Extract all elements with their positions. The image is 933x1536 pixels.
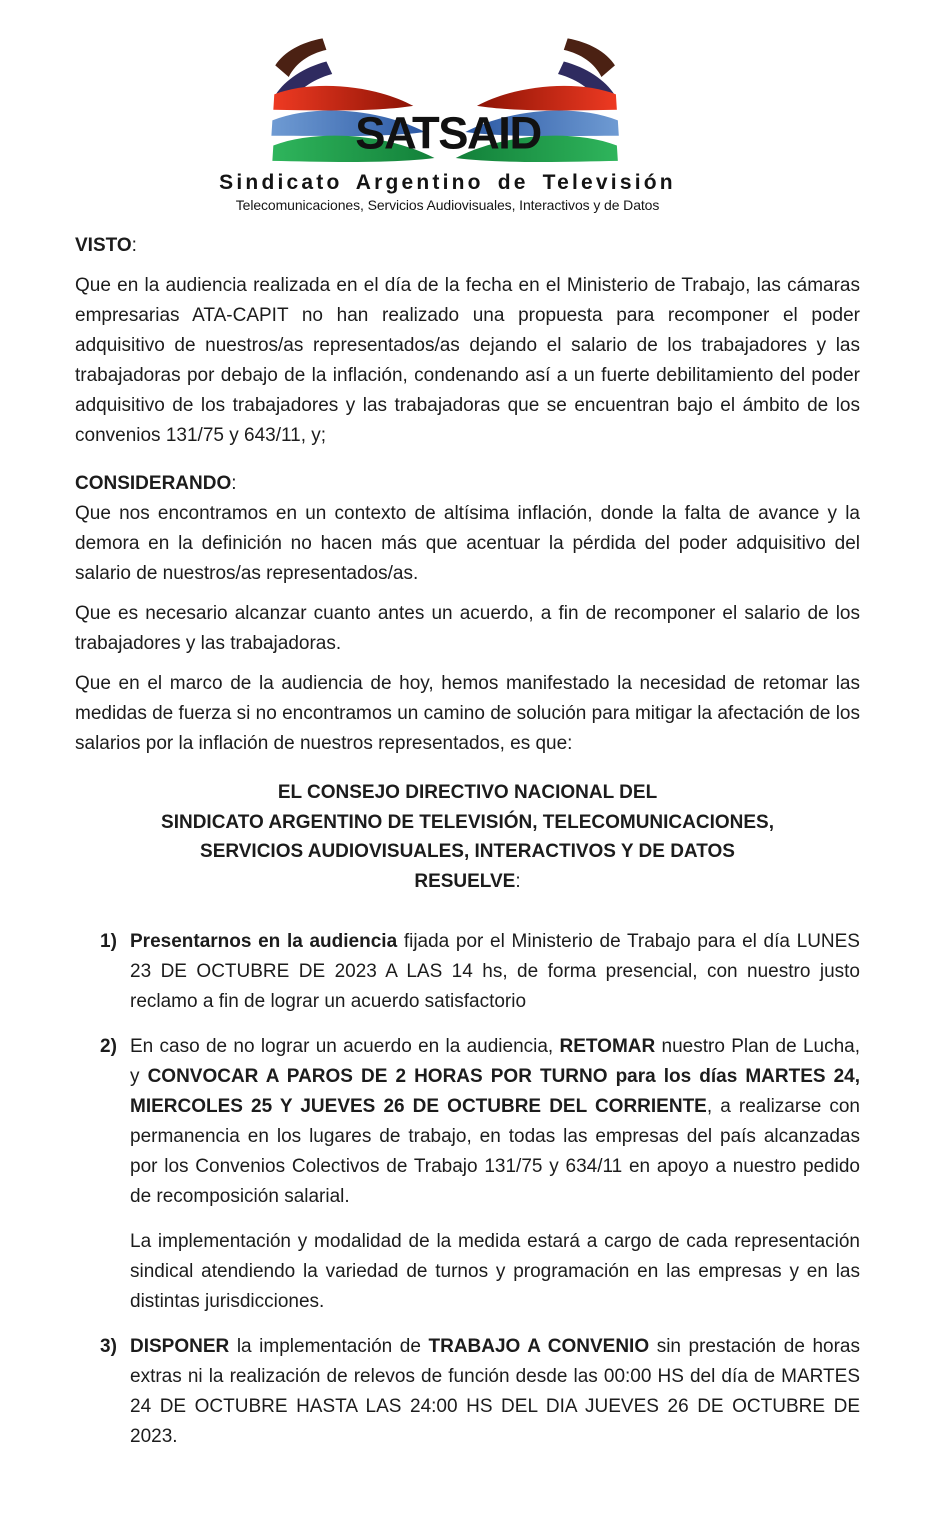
resolution-item-3 <box>100 1332 860 1452</box>
item-2-text: En caso de no lograr un acuerdo en la audiencia, RETOMAR nuestro Plan de Lucha, y CONVOCAR A PAROS DE 2 HORAS POR TURNO para los días MARTES 24, MIERCOLES 25 Y JUEVES 26 DE OCTUBRE DEL CORRIENTE, a realizarse con permanencia en los lugares de trabajo, en todas las empresas del país alcanzadas por los Convenios Colectivos de Trabajo 131/75 y 634/11 en apoyo a nuestro pedido de recomposición salarial. <box>130 1036 861 1207</box>
item-1-number: 1) <box>100 931 117 952</box>
visto-heading <box>75 231 860 261</box>
considerando-label: CONSIDERANDO <box>75 473 232 494</box>
resolution-heading-line-3: SERVICIOS AUDIOVISUALES, INTERACTIVOS Y DE DATOS <box>200 841 735 862</box>
considerando-colon: : <box>231 473 237 494</box>
resolution-item-2 <box>100 1032 860 1212</box>
item-3-number: 3) <box>100 1336 117 1357</box>
considerando-paragraph-1: Que nos encontramos en un contexto de altísima inflación, donde la falta de avance y la demora en la definición no hacen más que acentuar la pérdida del poder adquisitivo del salario de nuestros/as representados/as. <box>75 503 860 584</box>
resolution-heading-line-1: EL CONSEJO DIRECTIVO NACIONAL DEL <box>277 782 658 803</box>
considerando-paragraph-3: Que en el marco de la audiencia de hoy, hemos manifestado la necesidad de retomar las medidas de fuerza si no encontramos un camino de solución para mitigar la afectación de los salarios por la inflación de nuestros representados, es que: <box>75 673 860 754</box>
visto-colon: : <box>131 235 137 256</box>
visto-paragraph: Que en la audiencia realizada en el día de la fecha en el Ministerio de Trabajo, las cámaras empresarias ATA-CAPIT no han realizado una propuesta para recomponer el poder adquisitivo de nuestros/as representados/as dejando el salario de los trabajadores y las trabajadoras por debajo de la inflación, condenando así a un fuerte debilitamiento del poder adquisitivo de los trabajadores y las trabajadoras que se encuentran bajo el ámbito de los convenios 131/75 y 643/11, y; <box>75 275 860 446</box>
resolution-heading <box>75 778 860 896</box>
considerando-heading <box>75 469 860 499</box>
logo-title: Sindicato Argentino de Televisión <box>219 171 676 194</box>
item-2-continuation: La implementación y modalidad de la medida estará a cargo de cada representación sindical atendiendo la variedad de turnos y programación en las empresas y en las distintas jurisdicciones. <box>130 1231 860 1312</box>
visto-label: VISTO <box>75 235 132 256</box>
resolution-heading-line-2: SINDICATO ARGENTINO DE TELEVISIÓN, TELECOMUNICACIONES, <box>161 811 774 833</box>
logo <box>55 36 840 213</box>
item-2-number: 2) <box>100 1036 117 1057</box>
resolution-heading-resuelve: RESUELVE: <box>414 870 521 892</box>
item-3-text: DISPONER la implementación de TRABAJO A CONVENIO sin prestación de horas extras ni la realización de relevos de función desde las 00:00 HS del día de MARTES 24 DE OCTUBRE HASTA LAS 24:00 HS DEL DIA JUEVES 26 DE OCTUBRE DE 2023. <box>130 1336 860 1447</box>
resolution-list <box>75 927 860 1452</box>
logo-subtitle: Telecomunicaciones, Servicios Audiovisuales, Interactivos y de Datos <box>235 197 660 213</box>
item-1-text: Presentarnos en la audiencia fijada por el Ministerio de Trabajo para el día LUNES 23 DE OCTUBRE DE 2023 A LAS 14 hs, de forma presencial, con nuestro justo reclamo a fin de lograr un acuerdo satisfactorio <box>130 931 860 1012</box>
section-considerando <box>75 469 860 759</box>
considerando-paragraph-2: Que es necesario alcanzar cuanto antes un acuerdo, a fin de recomponer el salario de los trabajadores y las trabajadoras. <box>75 603 860 654</box>
satsaid-logo-graphic <box>255 36 641 170</box>
logo-acronym: SATSAID <box>354 107 541 159</box>
section-visto <box>75 231 860 451</box>
resolution-item-1 <box>100 927 860 1017</box>
resuelve-colon: : <box>515 870 521 892</box>
